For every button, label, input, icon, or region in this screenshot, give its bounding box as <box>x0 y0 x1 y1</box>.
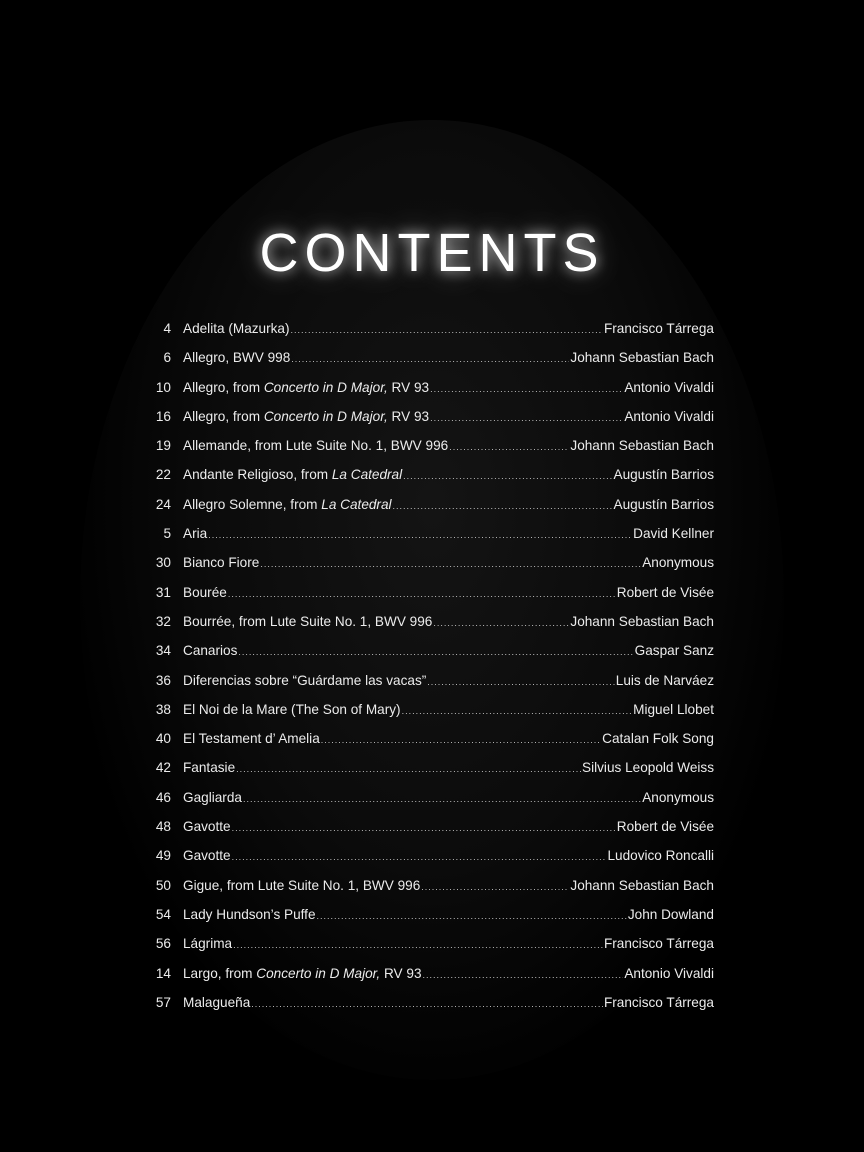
piece-title <box>183 467 402 482</box>
dot-leader <box>236 764 581 774</box>
piece-title <box>183 555 259 570</box>
contents-entry[interactable] <box>140 350 714 379</box>
piece-title <box>183 438 448 453</box>
page-number: 10 <box>155 379 171 395</box>
title-text: Largo, from <box>183 965 257 981</box>
dot-leader <box>238 647 633 657</box>
title-text: Aria <box>183 526 208 542</box>
contents-entry[interactable] <box>140 497 714 526</box>
title-text: Bianco Fiore <box>183 555 260 571</box>
dot-leader <box>449 442 569 452</box>
piece-title <box>183 878 420 893</box>
title-text: Lady Hundson’s Puffe <box>183 906 316 922</box>
title-suffix: RV 93 <box>387 408 430 424</box>
dot-leader <box>430 384 623 394</box>
title-text: Bourée <box>183 584 227 600</box>
page-number: 32 <box>155 613 171 629</box>
title-text: Allemande, from Lute Suite No. 1, BWV 996 <box>183 438 449 454</box>
composer: Antonio Vivaldi <box>624 965 714 981</box>
contents-entry[interactable] <box>140 819 714 848</box>
dot-leader <box>433 618 569 628</box>
piece-title <box>183 731 320 746</box>
dot-leader <box>232 823 616 833</box>
page-number: 14 <box>155 965 171 981</box>
contents-entry[interactable] <box>140 673 714 702</box>
composer: Gaspar Sanz <box>634 643 714 659</box>
title-italic: Concerto in D Major, <box>263 408 388 424</box>
contents-entry[interactable] <box>140 643 714 672</box>
composer: Catalan Folk Song <box>602 731 714 747</box>
page-number: 5 <box>163 526 171 542</box>
page-number: 4 <box>163 321 171 336</box>
piece-title <box>183 819 231 834</box>
piece-title <box>183 995 250 1010</box>
contents-list <box>140 321 714 1024</box>
piece-title <box>183 936 232 951</box>
page-number: 38 <box>155 701 171 717</box>
piece-title <box>183 848 231 863</box>
dot-leader <box>228 589 616 599</box>
composer: Ludovico Roncalli <box>607 848 714 864</box>
contents-entry[interactable] <box>140 380 714 409</box>
contents-entry[interactable] <box>140 614 714 643</box>
composer: Anonymous <box>642 555 714 571</box>
title-text: Gagliarda <box>183 789 242 805</box>
page-number: 57 <box>155 994 171 1010</box>
contents-entry[interactable] <box>140 555 714 584</box>
contents-entry[interactable] <box>140 409 714 438</box>
page-number: 22 <box>155 467 171 483</box>
composer: Antonio Vivaldi <box>624 408 714 424</box>
composer: Augustín Barrios <box>613 467 714 483</box>
composer: Antonio Vivaldi <box>624 379 714 395</box>
composer: Francisco Tárrega <box>603 994 714 1010</box>
title-text: Canarios <box>183 643 238 659</box>
contents-entry[interactable] <box>140 321 714 350</box>
piece-title <box>183 614 432 629</box>
piece-title <box>183 585 227 600</box>
composer: Luis de Narváez <box>615 672 714 688</box>
contents-entry[interactable] <box>140 467 714 496</box>
piece-title <box>183 497 392 512</box>
page-number: 34 <box>155 643 171 659</box>
title-text: Allegro, from <box>183 408 264 424</box>
contents-entry[interactable] <box>140 790 714 819</box>
dot-leader <box>233 940 603 950</box>
piece-title <box>183 702 401 717</box>
piece-title <box>183 673 426 688</box>
dot-leader <box>317 911 627 921</box>
composer: Johann Sebastian Bach <box>570 877 714 893</box>
title-text: Bourrée, from Lute Suite No. 1, BWV 996 <box>183 613 433 629</box>
title-text: Allegro Solemne, from <box>183 496 322 512</box>
title-italic: La Catedral <box>321 496 392 512</box>
contents-entry[interactable] <box>140 936 714 965</box>
piece-title <box>183 966 422 981</box>
page-title: CONTENTS <box>259 223 605 283</box>
piece-title <box>183 321 290 336</box>
composer: Francisco Tárrega <box>603 936 714 952</box>
composer: Robert de Visée <box>616 584 714 600</box>
contents-entry[interactable] <box>140 526 714 555</box>
title-suffix: RV 93 <box>387 379 430 395</box>
page-number: 6 <box>163 350 171 366</box>
title-italic: Concerto in D Major, <box>263 379 388 395</box>
dot-leader <box>423 970 624 980</box>
dot-leader <box>243 794 641 804</box>
contents-entry[interactable] <box>140 731 714 760</box>
page-number: 36 <box>155 672 171 688</box>
piece-title <box>183 760 235 775</box>
contents-entry[interactable] <box>140 878 714 907</box>
title-text: Gigue, from Lute Suite No. 1, BWV 996 <box>183 877 421 893</box>
composer: Francisco Tárrega <box>603 321 714 336</box>
composer: Silvius Leopold Weiss <box>582 760 714 776</box>
page-number: 56 <box>155 936 171 952</box>
title-italic: La Catedral <box>331 467 403 483</box>
title-text: Adelita (Mazurka) <box>183 321 290 336</box>
dot-leader <box>430 413 623 423</box>
title-text: Fantasie <box>183 760 236 776</box>
contents-entry[interactable] <box>140 995 714 1024</box>
title-suffix: RV 93 <box>380 965 422 981</box>
dot-leader <box>321 735 601 745</box>
page-number: 48 <box>155 819 171 835</box>
page-number: 54 <box>155 906 171 922</box>
composer: John Dowland <box>627 906 714 922</box>
contents-entry[interactable] <box>140 760 714 789</box>
page-number: 49 <box>155 848 171 864</box>
composer: Augustín Barrios <box>613 496 714 512</box>
dot-leader <box>208 530 632 540</box>
dot-leader <box>232 852 607 862</box>
page-number: 30 <box>155 555 171 571</box>
page-number: 40 <box>155 731 171 747</box>
dot-leader <box>251 999 603 1009</box>
title-italic: Concerto in D Major, <box>256 965 381 981</box>
title-text: El Noi de la Mare (The Son of Mary) <box>183 701 401 717</box>
contents-entry[interactable] <box>140 438 714 467</box>
composer: Robert de Visée <box>616 819 714 835</box>
page-number: 19 <box>155 438 171 454</box>
piece-title <box>183 907 316 922</box>
contents-entry[interactable] <box>140 585 714 614</box>
dot-leader <box>260 559 641 569</box>
title-text: El Testament d’ Amelia <box>183 731 320 747</box>
composer: Miguel Llobet <box>633 701 714 717</box>
title-text: Diferencias sobre “Guárdame las vacas” <box>183 672 427 688</box>
piece-title <box>183 790 242 805</box>
title-text: Gavotte <box>183 819 231 835</box>
piece-title <box>183 526 207 541</box>
dot-leader <box>427 677 614 687</box>
dot-leader <box>291 325 603 335</box>
page-number: 16 <box>155 408 171 424</box>
title-text: Allegro, BWV 998 <box>183 350 291 366</box>
title-text: Lágrima <box>183 936 233 952</box>
page-number: 42 <box>155 760 171 776</box>
piece-title <box>183 380 429 395</box>
dot-leader <box>421 882 569 892</box>
page-number: 24 <box>155 496 171 512</box>
dot-leader <box>393 501 613 511</box>
piece-title <box>183 409 429 424</box>
composer: David Kellner <box>633 526 714 542</box>
composer: Anonymous <box>642 789 714 805</box>
page-number: 46 <box>155 789 171 805</box>
composer: Johann Sebastian Bach <box>570 438 714 454</box>
piece-title <box>183 350 290 365</box>
dot-leader <box>291 354 569 364</box>
contents-entry[interactable] <box>140 848 714 877</box>
piece-title <box>183 643 237 658</box>
composer: Johann Sebastian Bach <box>570 613 714 629</box>
title-text: Malagueña <box>183 994 251 1010</box>
dot-leader <box>402 706 633 716</box>
title-text: Andante Religioso, from <box>183 467 332 483</box>
title-text: Allegro, from <box>183 379 264 395</box>
title-text: Gavotte <box>183 848 231 864</box>
page-number: 50 <box>155 877 171 893</box>
contents-entry[interactable] <box>140 702 714 731</box>
dot-leader <box>403 471 612 481</box>
page-number: 31 <box>155 584 171 600</box>
contents-entry[interactable] <box>140 907 714 936</box>
composer: Johann Sebastian Bach <box>570 350 714 366</box>
contents-entry[interactable] <box>140 966 714 995</box>
